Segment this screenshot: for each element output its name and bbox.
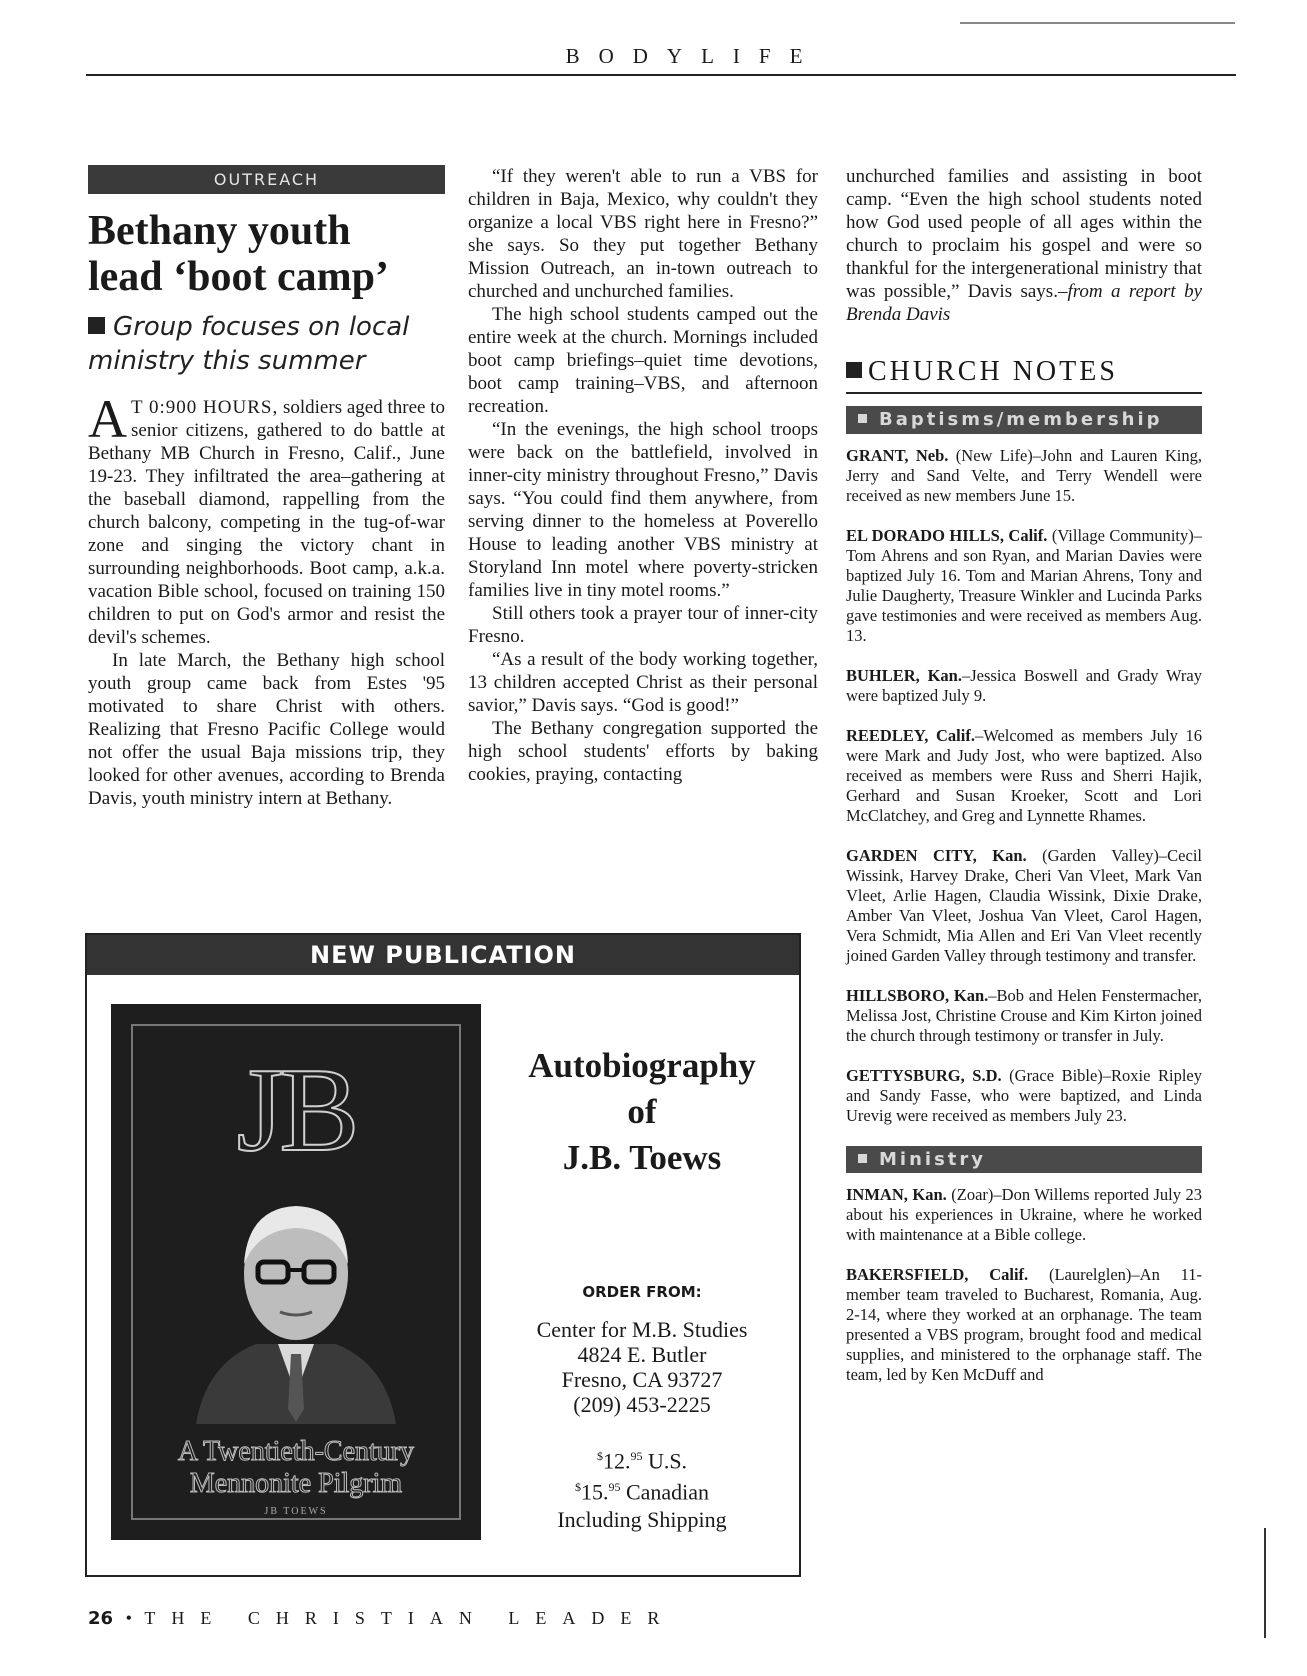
order-address [497,1317,787,1417]
paragraph-3: “If they weren't able to run a VBS for children in Baja, Mexico, why couldn't they organize a local VBS right here in Fresno?” she says. So they put together Bethany Mission Outreach, an in-town outreach to churched and unchurched families. [468,166,818,302]
square-bullet-icon [88,317,105,334]
church-note: GRANT, Neb. (New Life)–John and Lauren King, Jerry and Sand Velte, and Terry Wendell were received as new members June 15. [846,446,1202,505]
title-line-2: lead ‘boot camp’ [88,254,389,300]
ad-prices [497,1443,787,1533]
paragraph-1 [88,389,445,649]
section-header: BODYLIFE [565,44,822,68]
cover-subtitle-line-2: Mennonite Pilgrim [189,1468,403,1499]
lead-caps: T 0:900 HOURS, [131,397,279,418]
paragraph-4: The high school students camped out the entire week at the church. Mornings included boot camp briefings–quiet time devotions, boot camp training–VBS, and afternoon recreation. [468,304,818,417]
article-column-1 [88,165,445,810]
book-cover [111,1004,481,1540]
church-notes-title: CHURCH NOTES [868,356,1118,387]
paragraph-9: unchurched families and assisting in boot camp. “Even the high school students noted how God used people of all ages within the church to proclaim his gospel and were so thankful for the intergenerational ministry that was possible,” Davis says.–from a report by Brenda Davis [846,166,1203,325]
price-canadian: $15.95 Canadian [574,1479,710,1505]
drop-cap: A [88,389,127,449]
church-note: GETTYSBURG, S.D. (Grace Bible)–Roxie Ripley and Sandy Fasse, who were baptized, and Linda Urevig were received as members July 23. [846,1066,1202,1125]
ad-title-line-1: Autobiography [528,1046,756,1085]
deck-line-1: Group focuses on local [113,312,410,342]
paragraph-2: In late March, the Bethany high school youth group came back from Estes '95 motivated to share Christ with others. Realizing that Fresno Pacific College would not offer the usual Baja missions trip, they looked for other avenues, according to Brenda Davis, youth ministry intern at Bethany. [88,650,445,809]
price-us: $12.95 U.S. [596,1448,688,1474]
outreach-kicker: OUTREACH [88,165,445,194]
article-body-1 [88,389,445,810]
baptisms-subheading: Baptisms/membership [846,406,1202,434]
church-note: GARDEN CITY, Kan. (Garden Valley)–Cecil Wissink, Harvey Drake, Cheri Van Vleet, Mark Van Vleet, Arlie Hagen, Claudia Wissink, Dixie Drake, Amber Van Vleet, Joshua Van Vleet, Carol Hagen, Vera Schmidt, Mia Allen and Eri Van Vleet recently joined Garden Valley through testimony and transfer. [846,846,1202,965]
paragraph-6: Still others took a prayer tour of inner-city Fresno. [468,603,818,647]
report-credit: –from a report by Brenda Davis [846,281,1203,325]
order-from-label: ORDER FROM: [582,1283,702,1301]
page-number: 26 [88,1608,114,1629]
magazine-name: THE CHRISTIAN LEADER [144,1608,676,1628]
address-line-4: (209) 453-2225 [573,1392,711,1417]
church-note: BAKERSFIELD, Calif. (Laurelglen)–An 11-member team traveled to Bucharest, Romania, Aug. 2-14, where they worked at an orphanage. The team presented a VBS program, brought food and medical supplies, and ministered to the orphanage staff. The team, led by Ken McDuff and [846,1265,1202,1384]
cover-initials: JB [236,1043,356,1176]
title-line-1: Bethany youth [88,208,351,254]
church-notes-heading [846,356,1202,394]
article-title [88,208,445,300]
scan-edge-mark [1264,1528,1266,1638]
church-note: INMAN, Kan. (Zoar)–Don Willems reported July 23 about his experiences in Ukraine, where he worked with maintenance at a Bible college. [846,1185,1202,1244]
church-note: HILLSBORO, Kan.–Bob and Helen Fenstermacher, Melissa Jost, Christine Crouse and Kim Kirton joined the church through testimony or transfer in July. [846,986,1202,1045]
article-deck [88,310,445,378]
address-line-3: Fresno, CA 93727 [561,1367,723,1392]
church-note: EL DORADO HILLS, Calif. (Village Community)–Tom Ahrens and son Ryan, and Marian Davies were baptized July 16. Tom and Marian Ahrens, Tony and Julie Daugherty, Treasure Winkler and Lucinda Parks gave testimonies and were received as members Aug. 13. [846,526,1202,645]
church-note: BUHLER, Kan.–Jessica Boswell and Grady Wray were baptized July 9. [846,666,1202,705]
footer-bullet: • [125,1608,132,1628]
church-note: REEDLEY, Calif.–Welcomed as members July 16 were Mark and Judy Jost, who were baptized. Also received as members were Russ and Sherri Hajik, Gerhard and Susan Kroeker, Scott and Lori McClatchey, and Greg and Lynnette Rhames. [846,726,1203,825]
baptisms-notes [846,446,1202,1126]
ad-title-line-2: of [627,1092,657,1131]
cover-subtitle [111,1436,481,1500]
address-line-1: Center for M.B. Studies [536,1317,748,1342]
page-footer [88,1608,675,1629]
author-portrait [186,1194,406,1424]
shipping-note: Including Shipping [557,1506,727,1532]
ministry-subheading: Ministry [846,1146,1202,1173]
ministry-notes [846,1185,1202,1385]
deck-line-2: ministry this summer [88,346,366,376]
article-continuation [846,165,1202,326]
cover-subtitle-line-1: A Twentieth-Century [177,1436,415,1467]
new-publication-ad [85,933,801,1577]
ad-title-line-3: J.B. Toews [562,1138,722,1177]
article-column-2 [468,165,818,786]
paragraph-8: The Bethany congregation supported the high school students' efforts by baking cookies, praying, contacting [468,718,818,785]
paragraph-7: “As a result of the body working together, 13 children accepted Christ as their personal savior,” Davis says. “God is good!” [468,649,818,716]
square-bullet-icon [846,362,862,378]
scan-line [960,22,1235,24]
cover-author: JB TOEWS [264,1506,328,1517]
address-line-2: 4824 E. Butler [577,1342,707,1367]
ad-banner: NEW PUBLICATION [87,935,799,975]
paragraph-1-text: soldiers aged three to senior citizens, gathered to do battle at Bethany MB Church in Fresno, Calif., June 19-23. They infiltrated the area–gathering at the baseball diamond, rappelling from the church balcony, competing in the tug-of-war zone and singing the victory chant in surrounding neighborhoods. Boot camp, a.k.a. vacation Bible school, focused on training 150 children to put on God's armor and resist the devil's schemes. [88,397,445,648]
right-column [846,165,1202,1385]
square-bullet-icon [858,414,867,423]
ad-title [497,1043,787,1181]
header-rule [86,74,1236,76]
square-bullet-icon [858,1154,867,1163]
paragraph-5: “In the evenings, the high school troops were back on the battlefield, involved in inner-city ministry throughout Fresno,” Davis says. “You could find them anywhere, from serving dinner to the homeless at Poverello House to leading another VBS ministry at Storyland Inn motel where poverty-stricken families live in tiny motel rooms.” [468,419,818,601]
